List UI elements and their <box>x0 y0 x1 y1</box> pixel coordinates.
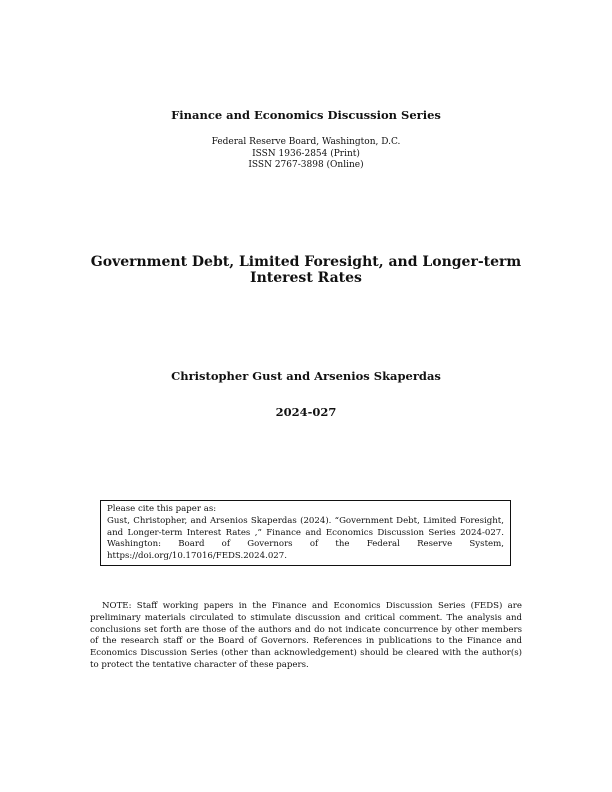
paper-authors: Christopher Gust and Arsenios Skaperdas <box>171 369 441 383</box>
publisher-line-issn-online: ISSN 2767-3898 (Online) <box>248 160 364 170</box>
citation-intro: Please cite this paper as: <box>107 504 217 514</box>
publisher-line-board: Federal Reserve Board, Washington, D.C. <box>211 137 401 147</box>
publisher-info <box>0 137 612 172</box>
paper-number: 2024-027 <box>275 405 337 419</box>
series-title: Finance and Economics Discussion Series <box>171 108 441 122</box>
citation-text: Gust, Christopher, and Arsenios Skaperdas (2024). “Government Debt, Limited Foresight, and Longer-term Interest Rates ,” Finance and Economics Discussion Series 2024-027. Washington: Board of Governors of the Federal Reserve System, https://doi.org/10.17016/FEDS.2024.027. <box>107 515 504 562</box>
citation-box <box>100 500 511 566</box>
publisher-line-issn-print: ISSN 1936-2854 (Print) <box>252 148 360 159</box>
disclaimer-note: NOTE: Staff working papers in the Finance and Economics Discussion Series (FEDS) are preliminary materials circulated to stimulate discussion and critical comment. The analysis and conclusions set forth are those of the authors and do not indicate concurrence by other members of the research staff or the Board of Governors. References in publications to the Finance and Economics Discussion Series (other than acknowledgement) should be cleared with the author(s) to protect the tentative character of these papers. <box>90 601 522 670</box>
paper-title: Government Debt, Limited Foresight, and Longer-term Interest Rates <box>90 254 522 286</box>
